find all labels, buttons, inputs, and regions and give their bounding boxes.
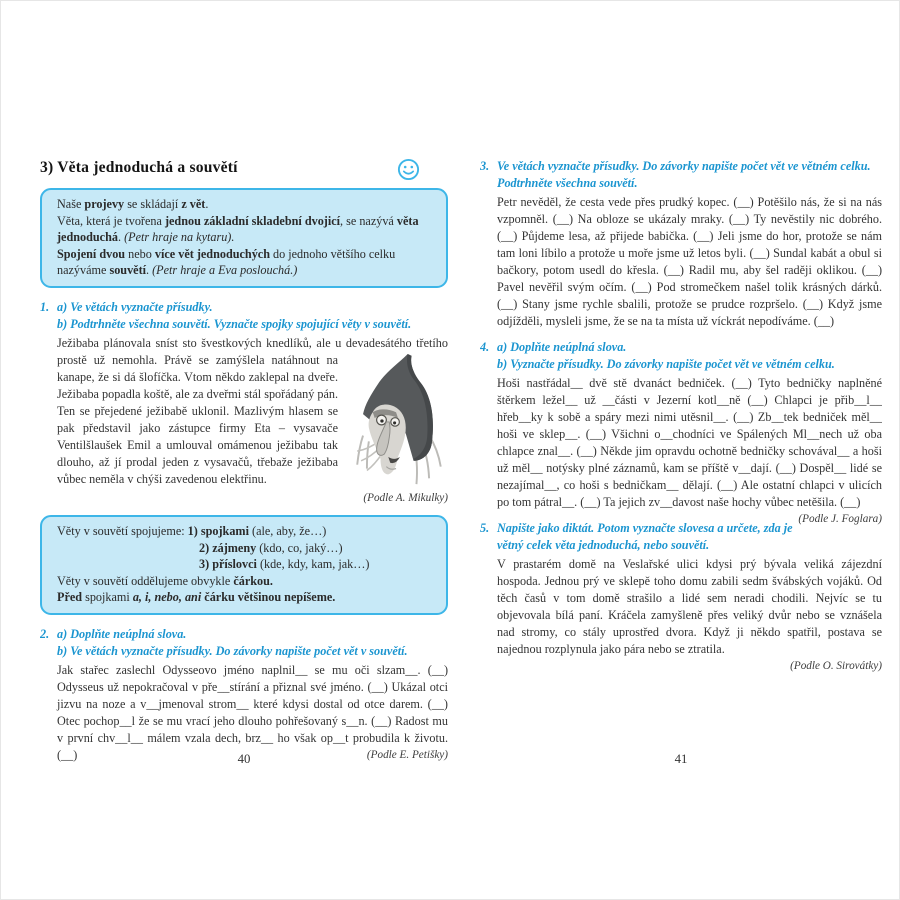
exercise-4-number: 4.: [480, 340, 490, 354]
definition-line: Věta, která je tvořena jednou základní skladební dvojicí, se nazývá věta jednoduchá. (Petr hraje na kytaru).: [57, 213, 419, 245]
exercise-3-text: [497, 194, 882, 330]
exercise-3-instructions: [497, 158, 882, 192]
exercise-1-paragraph: Ježibaba plánovala sníst sto švestkových knedlíků, ale u devadesátého třetího prostě už nemohla. Právě se zamýšlela natáhnout na kanape, že si dá šlofíčka. Vtom někdo zaklepal na dveře. Ježibaba popadla koště, ale za dveřmi stál spořádaný pán. Ten se přejedené ježibabě uklonil. Mazlivým hlasem se pak představil jako zástupce firmy Eta – vysavače Ventilšlaušek Emil a umlouval omámenou ježibabu tak dlouho, až jí prodal jeden z vysavačů, třebaže ježibaba vůbec neměla v chýši zavedenou elektřinu.: [57, 335, 448, 486]
attribution: (Podle A. Mikulky): [363, 491, 448, 504]
instruction-a: a) Doplňte neúplná slova.: [57, 626, 187, 641]
page-number-left: 40: [237, 752, 251, 766]
exercise-5-number: 5.: [480, 521, 490, 535]
exercise-5: [480, 520, 882, 674]
exercise-2-paragraph: Jak stařec zaslechl Odysseovo jméno naplnil__ se mu oči slzam__. (__) Odysseus už nepokračoval v pře__stírání a přiznal své jméno. (__) Ukázal otci jizvu na noze a v__jmenoval strom__ které kdysi dostal od otce darem. (__) Otec pochop__l že se mu vrací jeho dlouho pohřešovaný s__n. (__) Radost mu v první chv__l__ málem vzala dech, brz__ ho však op__t probudila k životu. (__): [57, 662, 448, 762]
exercise-5-text: [497, 556, 882, 658]
page-number-right: 41: [674, 752, 688, 766]
witch-illustration: [348, 352, 448, 488]
rule-line: 2) zájmeny (kdo, co, jaký…): [199, 540, 343, 555]
page-right: [480, 158, 882, 770]
exercise-2: [40, 626, 448, 764]
instruction-a: a) Ve větách vyznačte přísudky.: [57, 299, 213, 314]
instruction: Ve větách vyznačte přísudky. Do závorky napište počet vět ve větném celku. Podtrhněte všechna souvětí.: [497, 159, 871, 190]
instruction-b: b) Vyznačte přísudky. Do závorky napište počet vět ve větném celku.: [497, 357, 835, 371]
exercise-2-text: [57, 662, 448, 764]
rule-box: [40, 515, 448, 615]
instruction-a: a) Doplňte neúplná slova.: [497, 340, 627, 354]
exercise-4: [480, 339, 882, 525]
rule-line: Věty v souvětí spojujeme: 1) spojkami (ale, aby, že…): [57, 523, 327, 538]
instruction-b: b) Podtrhněte všechna souvětí. Vyznačte spojky spojující věty v souvětí.: [57, 316, 412, 331]
chapter-header: [40, 158, 448, 181]
exercise-5-paragraph: V prastarém domě na Veslařské ulici kdysi prý bývala veliká zájezdní hospoda. Jednou prý ve sklepě toho domu zabili sedm švábských vojáků. Od těch časů v tom domě strašilo a lidé sem neradi chodili. Nejvíc se tu objevovala bílá paní. Kráčela zamyšleně přes veliký dvůr nebo se vznášela nad stromy, co stály uprostřed dvora. Když ji někdo spatřil, postava se najednou rozplynula jako pára nebo se ztratila.: [497, 557, 882, 656]
attribution: (Podle J. Foglara): [798, 513, 882, 525]
exercise-1-instructions: [57, 299, 448, 333]
exercise-3-paragraph: Petr nevěděl, že cesta vede přes prudký kopec. (__) Potěšilo nás, že si na nás vzpomněl. (__) Na obloze se ukázaly mraky. (__) Ty nevěstily nic dobrého. (__) Půjdeme lesa, až přijede babička. (__) Jeli jsme do hor, protože se nám tam loni líbilo a protože u moře jsme už letos byli. (__) Sundal kabát a obul si bačkory, potom usedl do křesla. (__) Radil mu, aby šel raději oklikou. (__) Pavel nevěřil svým očím. (__) Pod stromečkem našel tolik krásných dárků. (__) Stany jsme rychle sbalili, protože se prudce rozpršelo. (__) Když jsme odjížděli, mysleli jsme, že se na ta místa už víckrát nepodíváme. (__): [497, 195, 882, 328]
exercise-1-text: [57, 335, 448, 488]
attribution: (Podle E. Petišky): [366, 748, 448, 761]
instruction: Napište jako diktát. Potom vyznačte slovesa a určete, zda je větný celek věta jednoduchá, nebo souvětí.: [497, 521, 793, 552]
exercise-3-number: 3.: [480, 159, 490, 173]
exercise-2-number: 2.: [40, 626, 50, 641]
definition-line: Spojení dvou nebo více vět jednoduchých do jednoho většího celku nazýváme souvětí. (Petr hraje a Eva poslouchá.): [57, 246, 396, 278]
instruction-b: b) Ve větách vyznačte přísudky. Do závorky napište počet vět v souvětí.: [57, 643, 408, 658]
exercise-1-number: 1.: [40, 299, 50, 314]
exercise-3: [480, 158, 882, 330]
rule-line: Před spojkami a, i, nebo, ani čárku většinou nepíšeme.: [57, 590, 336, 605]
exercise-2-instructions: [57, 626, 448, 660]
attribution: (Podle O. Sirovátky): [790, 660, 882, 672]
page-left: [40, 158, 448, 770]
exercise-4-text: [497, 375, 882, 525]
exercise-5-instructions: [497, 520, 882, 554]
exercise-4-instructions: [497, 339, 882, 373]
exercise-1: [40, 299, 448, 506]
smiley-face-icon: [397, 158, 420, 181]
book-spread: [40, 158, 882, 770]
exercise-4-paragraph: Hoši nastřádal__ dvě stě dvanáct bedniček. (__) Tyto bedničky naplněné štěrkem ležel__ už __části v Jezerní kotl__ně (__) Chlapci je přib__l__ hřeb__ky k sobě a spáry mezi nimi utěsnil__. (__) Zb__tek bedniček měl__ hoši ve sklep__. (__) Všichni o__chodníci ve Spálených Ml__nech už oba chlapce znal__. (__) Někde jim opravdu ochotně bedničky schovával__ a hoši už měl__ notýsky plné záznamů, kam se příště v__dají. (__) Dospěl__ lidé se nezajímal__, co hoši s bedničkam__ dělají. (__) Ale ostatní chlapci v ulicích po tom pátral__. (__) Ta jejich zv__davost naše hochy vůbec netěšila. (__): [497, 376, 882, 509]
rule-line: Věty v souvětí oddělujeme obvykle čárkou.: [57, 573, 273, 588]
chapter-title: 3) Věta jednoduchá a souvětí: [40, 159, 238, 176]
definition-box: [40, 188, 448, 288]
rule-line: 3) příslovci (kde, kdy, kam, jak…): [199, 557, 370, 572]
definition-line: Naše projevy se skládají z vět.: [57, 197, 209, 211]
